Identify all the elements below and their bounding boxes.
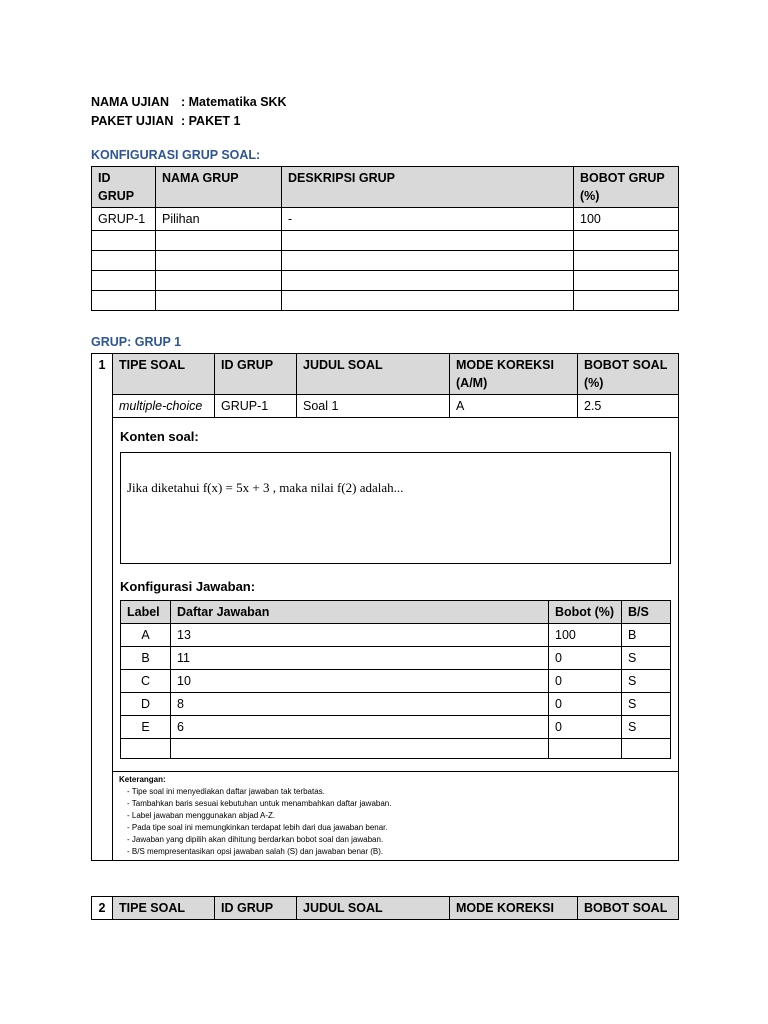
- konten-soal-label: Konten soal:: [120, 429, 199, 444]
- header-cell: NAMA GRUP: [156, 167, 282, 208]
- note-item: - Tambahkan baris sesuai kebutuhan untuk menambahkan daftar jawaban.: [127, 799, 392, 808]
- note-item: - Jawaban yang dipilih akan dihitung berdarkan bobot soal dan jawaban.: [127, 835, 384, 844]
- answer-bs: B: [622, 624, 671, 647]
- answer-bs: [622, 739, 671, 759]
- header-cell: Bobot (%): [549, 601, 622, 624]
- header-cell: Daftar Jawaban: [171, 601, 549, 624]
- answer-text: 10: [171, 670, 549, 693]
- table-cell: [574, 231, 679, 251]
- answer-row: [121, 739, 671, 759]
- answer-bs: S: [622, 693, 671, 716]
- table-cell: [156, 291, 282, 311]
- table-row: [92, 231, 679, 251]
- answer-row: [121, 716, 671, 739]
- nama-ujian-label: NAMA UJIAN: [91, 95, 170, 109]
- answer-label: D: [121, 693, 171, 716]
- tipe-soal-value: multiple-choice: [113, 395, 215, 418]
- question-number: 1: [92, 354, 113, 861]
- answer-bs: S: [622, 670, 671, 693]
- header-cell: BOBOT SOAL (%): [578, 354, 679, 395]
- table-cell: [92, 231, 156, 251]
- answer-row: [121, 670, 671, 693]
- konfigurasi-jawaban-label: Konfigurasi Jawaban:: [120, 579, 256, 594]
- table-row: [92, 271, 679, 291]
- table-cell: [156, 271, 282, 291]
- note-item: - Label jawaban menggunakan abjad A-Z.: [127, 811, 276, 820]
- header-cell: BOBOT SOAL: [578, 897, 679, 920]
- mode-koreksi-value: A: [450, 395, 578, 418]
- konten-soal-box: [120, 452, 671, 564]
- table-row: [92, 251, 679, 271]
- nama-ujian-value: : Matematika SKK: [181, 95, 287, 109]
- answer-text: 11: [171, 647, 549, 670]
- table-row: [92, 208, 679, 231]
- answer-text: 6: [171, 716, 549, 739]
- answer-label: C: [121, 670, 171, 693]
- question-1-meta-row: [92, 395, 679, 418]
- header-cell: JUDUL SOAL: [297, 897, 450, 920]
- question-1-body: [113, 418, 679, 772]
- header-cell: JUDUL SOAL: [297, 354, 450, 395]
- table-cell: -: [282, 208, 574, 231]
- question-number: 2: [92, 897, 113, 920]
- table-cell: [92, 291, 156, 311]
- answer-bobot: [549, 739, 622, 759]
- header-cell: TIPE SOAL: [113, 897, 215, 920]
- answer-row: [121, 693, 671, 716]
- grup1-title: GRUP: GRUP 1: [91, 335, 182, 349]
- table-cell: [282, 231, 574, 251]
- answer-row: [121, 624, 671, 647]
- paket-ujian-line: [91, 114, 241, 128]
- table-cell: [156, 251, 282, 271]
- answer-table: [120, 600, 671, 759]
- header-cell: MODE KOREKSI: [450, 897, 578, 920]
- answer-bobot: 0: [549, 647, 622, 670]
- header-cell: ID GRUP: [215, 897, 297, 920]
- answer-bs: S: [622, 647, 671, 670]
- answer-bobot: 0: [549, 670, 622, 693]
- question-2-table: [91, 896, 679, 920]
- answer-text: [171, 739, 549, 759]
- header-cell: B/S: [622, 601, 671, 624]
- question-1-header-row: [92, 354, 679, 395]
- id-grup-value: GRUP-1: [215, 395, 297, 418]
- table-row: [92, 291, 679, 311]
- header-cell: ID GRUP: [215, 354, 297, 395]
- table-cell: 100: [574, 208, 679, 231]
- note-item: - B/S mempresentasikan opsi jawaban salah (S) dan jawaban benar (B).: [127, 847, 384, 856]
- table-cell: [574, 291, 679, 311]
- judul-soal-value: Soal 1: [297, 395, 450, 418]
- answer-row: [121, 647, 671, 670]
- header-cell: TIPE SOAL: [113, 354, 215, 395]
- header-cell: MODE KOREKSI (A/M): [450, 354, 578, 395]
- table-cell: [92, 271, 156, 291]
- grup-config-table: [91, 166, 679, 311]
- answer-bobot: 0: [549, 716, 622, 739]
- konten-soal-text: Jika diketahui f(x) = 5x + 3 , maka nilai f(2) adalah...: [127, 480, 404, 495]
- header-cell: ID GRUP: [92, 167, 156, 208]
- answer-bobot: 100: [549, 624, 622, 647]
- answer-bobot: 0: [549, 693, 622, 716]
- table-cell: Pilihan: [156, 208, 282, 231]
- table-cell: GRUP-1: [92, 208, 156, 231]
- answer-bs: S: [622, 716, 671, 739]
- question-2-header-row: [92, 897, 679, 920]
- answer-text: 8: [171, 693, 549, 716]
- grup-config-title: KONFIGURASI GRUP SOAL:: [91, 148, 261, 162]
- grup-config-header-row: [92, 167, 679, 208]
- bobot-soal-value: 2.5: [578, 395, 679, 418]
- answer-label: [121, 739, 171, 759]
- table-cell: [92, 251, 156, 271]
- question-1-notes-row: [92, 772, 679, 861]
- table-cell: [574, 251, 679, 271]
- question-1-body-row: [92, 418, 679, 772]
- table-cell: [156, 231, 282, 251]
- note-item: - Tipe soal ini menyediakan daftar jawaban tak terbatas.: [127, 787, 325, 796]
- header-cell: DESKRIPSI GRUP: [282, 167, 574, 208]
- answer-text: 13: [171, 624, 549, 647]
- notes-box: [113, 772, 679, 861]
- note-item: - Pada tipe soal ini memungkinkan terdapat lebih dari dua jawaban benar.: [127, 823, 388, 832]
- table-cell: [574, 271, 679, 291]
- answer-label: A: [121, 624, 171, 647]
- answer-label: B: [121, 647, 171, 670]
- question-1-table: [91, 353, 679, 861]
- nama-ujian-line: [91, 95, 287, 109]
- answer-header-row: [121, 601, 671, 624]
- paket-ujian-value: : PAKET 1: [181, 114, 241, 128]
- table-cell: [282, 251, 574, 271]
- header-cell: Label: [121, 601, 171, 624]
- answer-label: E: [121, 716, 171, 739]
- notes-title: Keterangan:: [119, 775, 166, 784]
- header-cell: BOBOT GRUP (%): [574, 167, 679, 208]
- table-cell: [282, 291, 574, 311]
- paket-ujian-label: PAKET UJIAN: [91, 114, 174, 128]
- table-cell: [282, 271, 574, 291]
